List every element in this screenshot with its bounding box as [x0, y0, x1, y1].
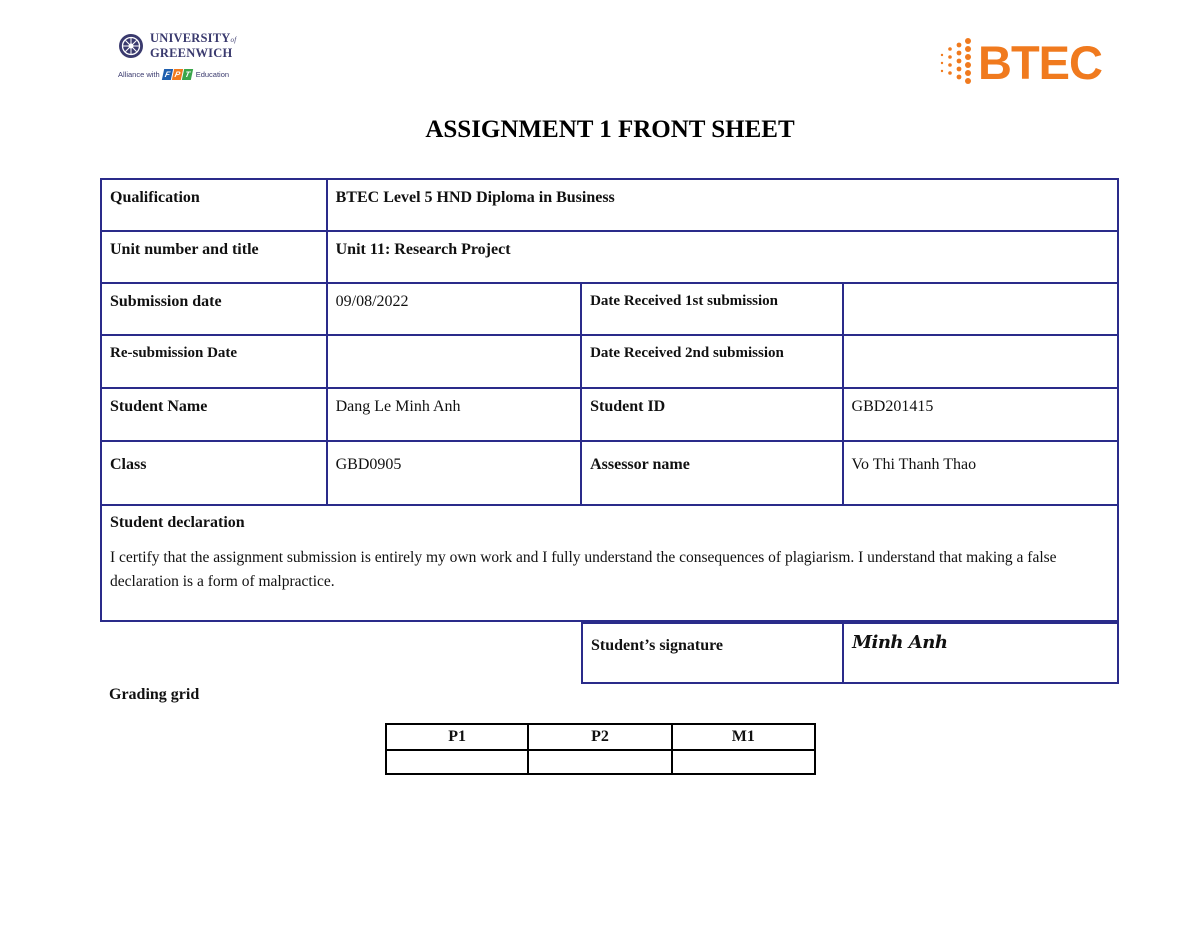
- alliance-prefix: Alliance with: [118, 70, 160, 79]
- qualification-label: Qualification: [101, 179, 327, 231]
- student-id-label: Student ID: [581, 388, 842, 441]
- alliance-line: [118, 69, 248, 80]
- btec-logo: [936, 32, 1126, 92]
- page-title: ASSIGNMENT 1 FRONT SHEET: [425, 116, 795, 143]
- student-name-label: Student Name: [101, 388, 327, 441]
- assessor-label: Assessor name: [581, 441, 842, 505]
- btec-dots-icon: [936, 35, 976, 89]
- greenwich-line1: UNIVERSITY: [150, 31, 231, 45]
- student-id-value: GBD201415: [843, 388, 1118, 441]
- resubmission-row: [101, 335, 1118, 388]
- date-received-2-value: [843, 335, 1118, 388]
- fpt-logo: [163, 69, 193, 80]
- qualification-value: BTEC Level 5 HND Diploma in Business: [327, 179, 1118, 231]
- signature-label: Student’s signature: [582, 623, 843, 683]
- submission-row: [101, 283, 1118, 335]
- fpt-letter-f: F: [162, 69, 173, 80]
- date-received-2-label: Date Received 2nd submission: [581, 335, 842, 388]
- grade-value-m1: [672, 750, 815, 774]
- greenwich-crest-icon: [118, 33, 144, 59]
- class-row: [101, 441, 1118, 505]
- declaration-row: [101, 505, 1118, 621]
- greenwich-logo: [118, 32, 248, 94]
- grade-value-p1: [386, 750, 528, 774]
- fpt-letter-p: P: [172, 69, 183, 80]
- resubmission-value: [327, 335, 581, 388]
- date-received-1-value: [843, 283, 1118, 335]
- declaration-title: Student declaration: [110, 514, 245, 531]
- declaration-text: I certify that the assignment submission is entirely my own work and I fully understand the consequences of plagiarism. I understand that making a false declaration is a form of malpractice.: [110, 549, 1057, 590]
- signature-table: [581, 622, 1119, 684]
- resubmission-label: Re-submission Date: [101, 335, 327, 388]
- class-label: Class: [101, 441, 327, 505]
- grade-header-m1: M1: [672, 724, 815, 750]
- assessor-value: Vo Thi Thanh Thao: [843, 441, 1118, 505]
- btec-wordmark: BTEC: [978, 35, 1102, 89]
- qualification-row: [101, 179, 1118, 231]
- unit-label: Unit number and title: [101, 231, 327, 283]
- date-received-1-label: Date Received 1st submission: [581, 283, 842, 335]
- unit-value: Unit 11: Research Project: [327, 231, 1118, 283]
- submission-date-value: 09/08/2022: [327, 283, 581, 335]
- student-row: [101, 388, 1118, 441]
- student-name-value: Dang Le Minh Anh: [327, 388, 581, 441]
- grading-grid-label: Grading grid: [109, 686, 200, 703]
- greenwich-line2: GREENWICH: [150, 46, 233, 60]
- unit-row: [101, 231, 1118, 283]
- grading-grid-table: [385, 723, 816, 775]
- class-value: GBD0905: [327, 441, 581, 505]
- grade-value-p2: [528, 750, 671, 774]
- submission-date-label: Submission date: [101, 283, 327, 335]
- signature-value: Minh Anh: [843, 623, 1118, 683]
- grade-header-p2: P2: [528, 724, 671, 750]
- front-sheet-table: [100, 178, 1119, 622]
- alliance-suffix: Education: [195, 70, 230, 79]
- greenwich-of: of: [230, 36, 237, 44]
- fpt-letter-t: T: [182, 69, 193, 80]
- declaration-cell: [101, 505, 1118, 621]
- grade-header-p1: P1: [386, 724, 528, 750]
